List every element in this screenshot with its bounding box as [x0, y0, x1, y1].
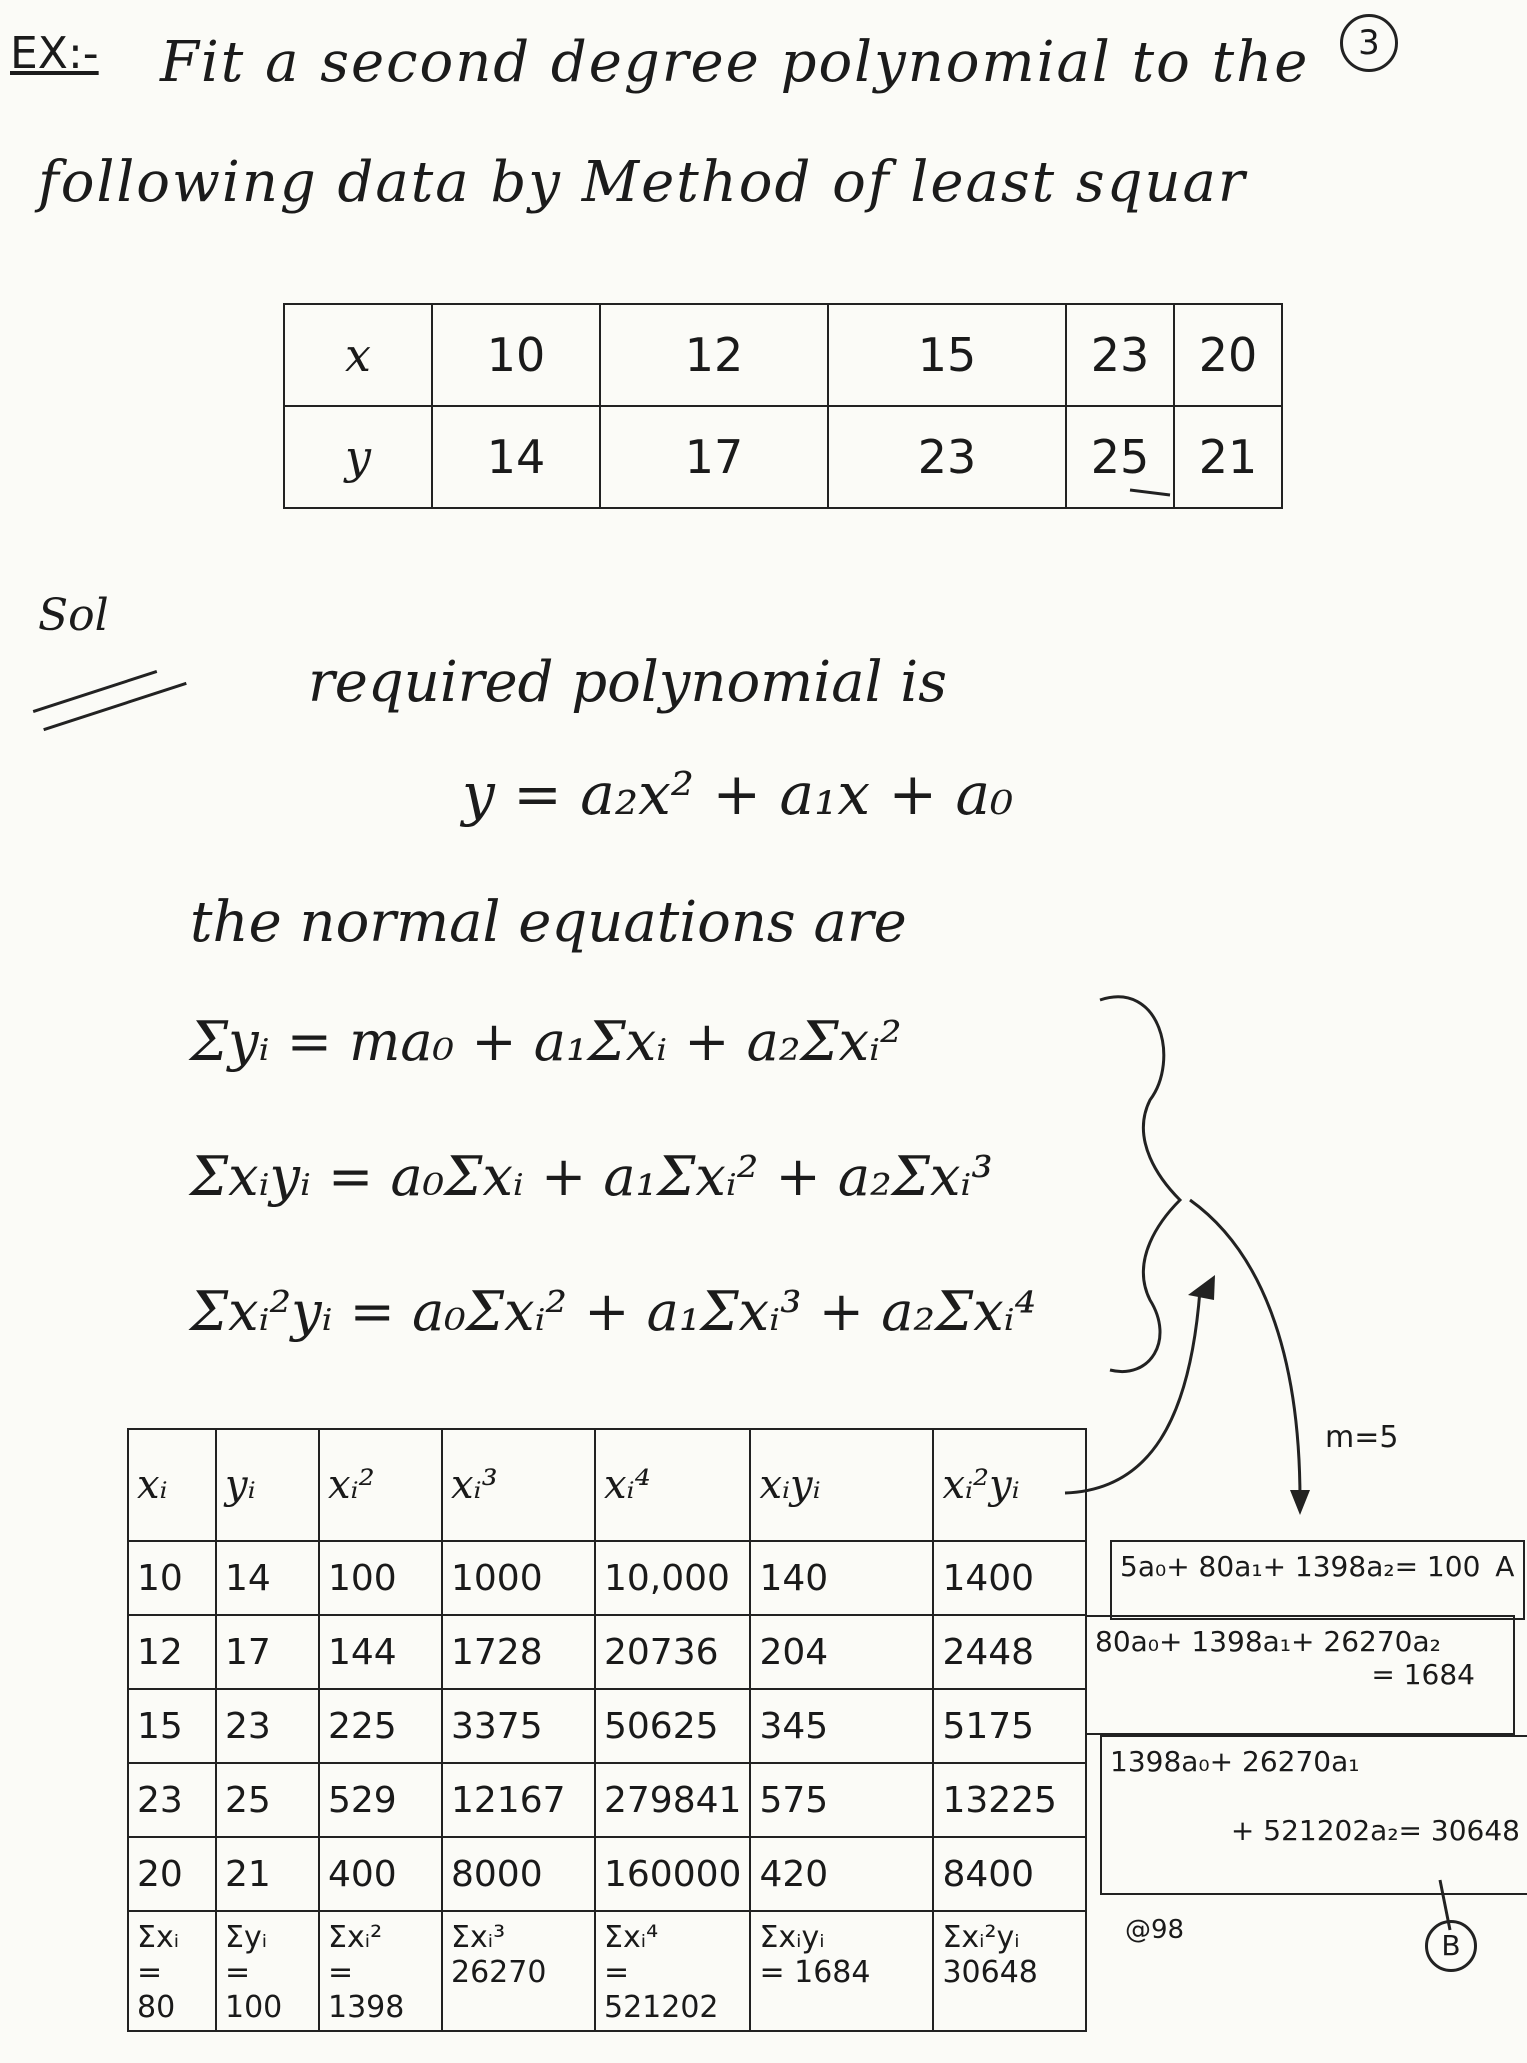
- equation-box-2: [1085, 1615, 1515, 1735]
- equation-a-text: 5a₀+ 80a₁+ 1398a₂= 100: [1120, 1550, 1481, 1583]
- equation-box-3: [1100, 1735, 1527, 1895]
- header-xi2: xᵢ²: [319, 1429, 442, 1541]
- cell: 20: [128, 1837, 216, 1911]
- cell: 8400: [933, 1837, 1086, 1911]
- cell: 50625: [595, 1689, 750, 1763]
- cell: 20736: [595, 1615, 750, 1689]
- x-cell: 20: [1174, 304, 1282, 406]
- sum-cell: [750, 1911, 933, 2031]
- cell: 3375: [442, 1689, 595, 1763]
- cell: 279841: [595, 1763, 750, 1837]
- solution-underline-2: [43, 682, 187, 731]
- cell: 5175: [933, 1689, 1086, 1763]
- y-cell: 17: [600, 406, 828, 508]
- sum-value: = 80: [137, 1955, 176, 2025]
- sum-label: Σxᵢ²yᵢ: [942, 1920, 1020, 1955]
- sum-cell: [216, 1911, 319, 2031]
- cell: 1728: [442, 1615, 595, 1689]
- cell: 8000: [442, 1837, 595, 1911]
- cell: 420: [750, 1837, 933, 1911]
- equation-b-badge: B: [1425, 1920, 1477, 1972]
- calculation-table: [127, 1428, 1087, 2032]
- cell: 14: [216, 1541, 319, 1615]
- sum-cell: [319, 1911, 442, 2031]
- solution-underline: [33, 670, 158, 713]
- cell: 17: [216, 1615, 319, 1689]
- sum-label: Σxᵢ³: [451, 1920, 506, 1955]
- header-xi4: xᵢ⁴: [595, 1429, 750, 1541]
- table-row: [128, 1837, 1086, 1911]
- cell: 160000: [595, 1837, 750, 1911]
- sum-value: = 1398: [328, 1955, 405, 2025]
- cell: 529: [319, 1763, 442, 1837]
- sum-cell: [442, 1911, 595, 2031]
- data-row-y: [284, 406, 1282, 508]
- cell: 12: [128, 1615, 216, 1689]
- question-number-badge: 3: [1340, 14, 1398, 72]
- solution-label: Sol: [38, 590, 109, 641]
- header-yi: yᵢ: [216, 1429, 319, 1541]
- x-cell: 15: [828, 304, 1066, 406]
- example-label: EX:-: [10, 28, 99, 79]
- sum-label: Σxᵢ²: [328, 1920, 383, 1955]
- equation-2-line-2: = 1684: [1371, 1658, 1475, 1691]
- cell: 100: [319, 1541, 442, 1615]
- cell: 400: [319, 1837, 442, 1911]
- cell: 10: [128, 1541, 216, 1615]
- cell: 140: [750, 1541, 933, 1615]
- sum-cell: [595, 1911, 750, 2031]
- cell: 1000: [442, 1541, 595, 1615]
- required-text: required polynomial is: [308, 650, 947, 715]
- table-row: [128, 1541, 1086, 1615]
- data-table: [283, 303, 1283, 509]
- normal-equation-3: Σxᵢ²yᵢ = a₀Σxᵢ² + a₁Σxᵢ³ + a₂Σxᵢ⁴: [190, 1280, 1037, 1343]
- equation-box-a: [1110, 1540, 1525, 1620]
- normal-equations-intro: the normal equations are: [190, 890, 907, 955]
- cell: 12167: [442, 1763, 595, 1837]
- sum-label: Σxᵢ⁴: [604, 1920, 659, 1955]
- x-label: x: [284, 304, 432, 406]
- table-row: [128, 1689, 1086, 1763]
- cell: 2448: [933, 1615, 1086, 1689]
- problem-line-2: following data by Method of least squar: [38, 150, 1247, 215]
- table-row: [128, 1615, 1086, 1689]
- problem-line-1: Fit a second degree polynomial to the: [160, 30, 1310, 95]
- sum-label: Σxᵢ: [137, 1920, 180, 1955]
- y-label: y: [284, 406, 432, 508]
- cell: 23: [128, 1763, 216, 1837]
- sum-label: Σxᵢyᵢ: [759, 1920, 825, 1955]
- cell: 10,000: [595, 1541, 750, 1615]
- calc-header-row: [128, 1429, 1086, 1541]
- y-cell: 21: [1174, 406, 1282, 508]
- equation-3-line-2: + 521202a₂= 30648: [1230, 1814, 1520, 1847]
- m-equals-label: m=5: [1325, 1420, 1399, 1455]
- data-row-x: [284, 304, 1282, 406]
- sum-cell: [128, 1911, 216, 2031]
- cell: 345: [750, 1689, 933, 1763]
- table-row: [128, 1763, 1086, 1837]
- cell: 144: [319, 1615, 442, 1689]
- y-cell: 25: [1066, 406, 1174, 508]
- cell: 225: [319, 1689, 442, 1763]
- x-cell: 10: [432, 304, 600, 406]
- header-xi: xᵢ: [128, 1429, 216, 1541]
- y-cell: 23: [828, 406, 1066, 508]
- sum-row: [128, 1911, 1086, 2031]
- normal-equation-2: Σxᵢyᵢ = a₀Σxᵢ + a₁Σxᵢ² + a₂Σxᵢ³: [190, 1145, 993, 1208]
- sum-value: = 1684: [759, 1955, 871, 1990]
- cell: 13225: [933, 1763, 1086, 1837]
- cell: 23: [216, 1689, 319, 1763]
- y-cell: 14: [432, 406, 600, 508]
- header-xiyi: xᵢyᵢ: [750, 1429, 933, 1541]
- sum-value: = 521202: [604, 1955, 719, 2025]
- cell: 25: [216, 1763, 319, 1837]
- header-xi3: xᵢ³: [442, 1429, 595, 1541]
- cell: 15: [128, 1689, 216, 1763]
- sum-value: 30648: [942, 1955, 1038, 1990]
- sum-cell: [933, 1911, 1086, 2031]
- scribble-mark: @98: [1125, 1915, 1185, 1945]
- cell: 21: [216, 1837, 319, 1911]
- sum-value: = 100: [225, 1955, 283, 2025]
- sum-label: Σyᵢ: [225, 1920, 268, 1955]
- arrow-to-box: [1190, 1200, 1300, 1500]
- arrowhead-up: [1188, 1275, 1215, 1300]
- normal-equation-1: Σyᵢ = ma₀ + a₁Σxᵢ + a₂Σxᵢ²: [190, 1010, 902, 1073]
- cell: 575: [750, 1763, 933, 1837]
- sum-value: 26270: [451, 1955, 547, 1990]
- x-cell: 12: [600, 304, 828, 406]
- cell: 204: [750, 1615, 933, 1689]
- arrowhead-down: [1290, 1490, 1310, 1515]
- equation-3-line-1: 1398a₀+ 26270a₁: [1110, 1745, 1360, 1778]
- header-xi2yi: xᵢ²yᵢ: [933, 1429, 1086, 1541]
- brace: [1100, 997, 1180, 1372]
- equation-a-tag: A: [1495, 1550, 1515, 1583]
- polynomial-equation: y = a₂x² + a₁x + a₀: [462, 760, 1014, 828]
- x-cell: 23: [1066, 304, 1174, 406]
- cell: 1400: [933, 1541, 1086, 1615]
- equation-2-line-1: 80a₀+ 1398a₁+ 26270a₂: [1095, 1625, 1441, 1658]
